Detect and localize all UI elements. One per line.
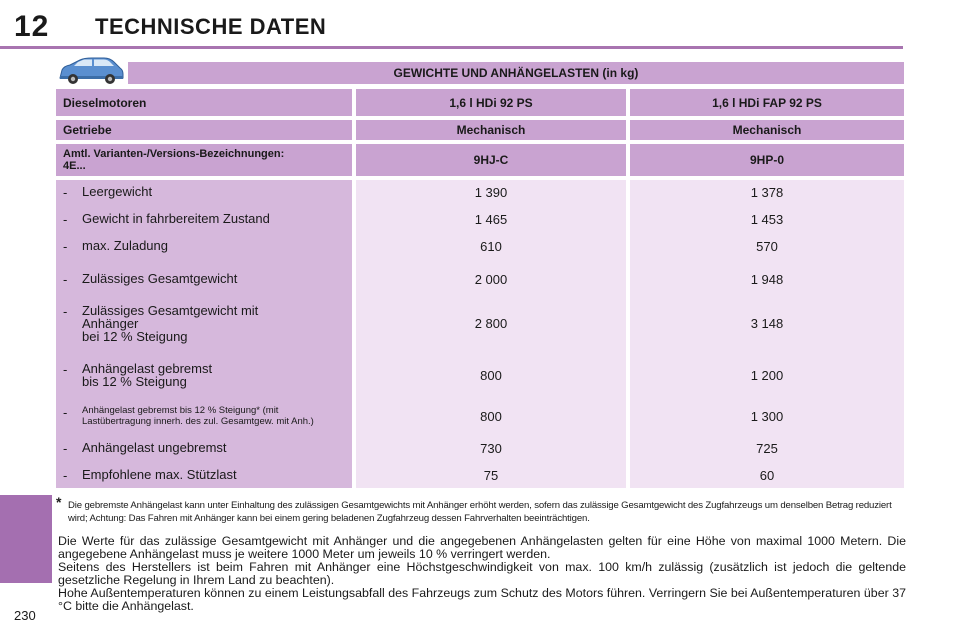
title-rule	[0, 46, 903, 49]
footnote-marker: *	[56, 494, 62, 510]
page-title: TECHNISCHE DATEN	[95, 14, 327, 39]
row-value-col2: 570	[756, 238, 778, 254]
row-label	[56, 212, 352, 227]
car-icon	[56, 56, 126, 86]
head-label-line: Amtl. Varianten-/Versions-Bezeichnungen:	[63, 148, 285, 160]
row-dash: -	[63, 238, 68, 254]
row-value-col2: 1 300	[750, 408, 784, 424]
row-label-line: bis 12 % Steigung	[82, 374, 187, 389]
row-label-text	[82, 362, 212, 388]
row-value-col2: 3 148	[750, 315, 784, 331]
head-label-line: 4E...	[63, 160, 86, 172]
row-value-col2: 1 453	[750, 211, 784, 227]
table-head-row	[56, 120, 904, 140]
paragraph: Seitens des Herstellers ist beim Fahren mit Anhänger eine Höchstgeschwindigkeit von max. 100 km/h zulässig (zusätzlich ist jedoch die geltende gesetzliche Regelung in Ihrem Land zu beachten).	[58, 560, 906, 587]
table-row	[56, 237, 904, 255]
row-dash: -	[63, 405, 68, 420]
table-row	[56, 466, 904, 484]
table-row	[56, 302, 904, 344]
head-label: Getriebe	[56, 120, 352, 140]
row-label-line: Anhängelast gebremst	[82, 361, 213, 376]
row-label	[56, 185, 352, 200]
row-value-col2: 1 200	[750, 367, 784, 383]
table-row	[56, 439, 904, 457]
table-row	[56, 359, 904, 391]
table-head-row	[56, 89, 904, 116]
row-label-line: Lastübertragung innerh. des zul. Gesamtgew. mit Anh.)	[82, 416, 314, 427]
row-label-text: max. Zuladung	[82, 237, 168, 253]
chapter-number: 12	[14, 10, 50, 43]
head-label: Dieselmotoren	[56, 89, 352, 116]
row-label	[56, 468, 352, 483]
row-label	[56, 304, 352, 343]
page-number: 230	[14, 608, 36, 623]
footnote-text: Die gebremste Anhängelast kann unter Einhaltung des zulässigen Gesamtgewichts mit Anhänger erhöht werden, sofern das zulässige Gesamtgewicht des Zugfahrzeugs um denselben Betrag reduziert wird; Achtung: Das Fahren mit Anhänger kann bei einem gering beladenen Zugfahrzeug dessen Fahrverhalten beeinträchtigen.	[68, 500, 892, 524]
row-value-col1: 75	[483, 467, 499, 483]
row-value-col2: 1 378	[750, 184, 784, 200]
head-col1: 1,6 l HDi 92 PS	[356, 89, 626, 116]
head-col1: Mechanisch	[356, 120, 626, 140]
chapter-side-tab	[0, 495, 52, 583]
row-value-col1: 730	[480, 440, 502, 456]
table-row	[56, 183, 904, 201]
row-value-col1: 800	[480, 367, 502, 383]
head-col2: 1,6 l HDi FAP 92 PS	[630, 89, 904, 116]
row-dash: -	[63, 271, 68, 287]
row-value-col2: 60	[759, 467, 775, 483]
row-dash: -	[63, 467, 68, 483]
row-dash: -	[63, 184, 68, 200]
table-caption: GEWICHTE UND ANHÄNGELASTEN (in kg)	[128, 62, 904, 84]
row-label-text: Leergewicht	[82, 183, 153, 199]
row-value-col1: 2 000	[474, 271, 508, 287]
row-value-col2: 725	[756, 440, 778, 456]
row-label	[56, 239, 352, 254]
footnote	[56, 494, 908, 525]
row-value-col2: 1 948	[750, 271, 784, 287]
table-head-row	[56, 144, 904, 176]
row-value-col1: 1 390	[474, 184, 508, 200]
row-label-line: bei 12 % Steigung	[82, 328, 188, 344]
row-value-col1: 1 465	[474, 211, 508, 227]
table-row	[56, 210, 904, 228]
row-label-text	[82, 405, 314, 427]
head-label	[56, 144, 352, 176]
head-col1: 9HJ-C	[356, 144, 626, 176]
body-text	[58, 535, 906, 613]
row-label-text: Zulässiges Gesamtgewicht	[82, 270, 238, 286]
row-label-text: Anhängelast ungebremst	[82, 439, 227, 455]
row-value-col1: 610	[480, 238, 502, 254]
row-label-text: Gewicht in fahrbereitem Zustand	[82, 210, 270, 226]
row-label-text: Empfohlene max. Stützlast	[82, 466, 237, 482]
row-dash: -	[63, 362, 68, 377]
row-value-col1: 800	[480, 408, 502, 424]
paragraph: Hohe Außentemperaturen können zu einem Leistungsabfall des Fahrzeugs zum Schutz des Motors führen. Verringern Sie bei Außentemperaturen über 37 °C bitte die Anhängelast.	[58, 586, 906, 613]
row-dash: -	[63, 211, 68, 227]
row-label	[56, 272, 352, 287]
row-label	[56, 441, 352, 456]
row-label-line: Zulässiges Gesamtgewicht mit	[82, 302, 259, 318]
row-label	[56, 405, 352, 427]
row-dash: -	[63, 440, 68, 456]
row-label	[56, 362, 352, 388]
row-dash: -	[63, 303, 68, 319]
table-row	[56, 402, 904, 430]
table-row	[56, 270, 904, 288]
head-col2: Mechanisch	[630, 120, 904, 140]
row-label-line: Anhängelast gebremst bis 12 % Steigung* (mit	[82, 405, 279, 416]
row-value-col1: 2 800	[474, 315, 508, 331]
head-col2: 9HP-0	[630, 144, 904, 176]
paragraph: Die Werte für das zulässige Gesamtgewicht mit Anhänger und die angegebenen Anhängelasten gelten für eine Höhe von maximal 1000 Metern. Die angegebene Anhängelast muss je weitere 1000 Meter um jeweils 10 % verringert werden.	[58, 534, 906, 561]
row-label-text	[82, 304, 258, 343]
row-label-line: Anhänger	[82, 315, 139, 331]
